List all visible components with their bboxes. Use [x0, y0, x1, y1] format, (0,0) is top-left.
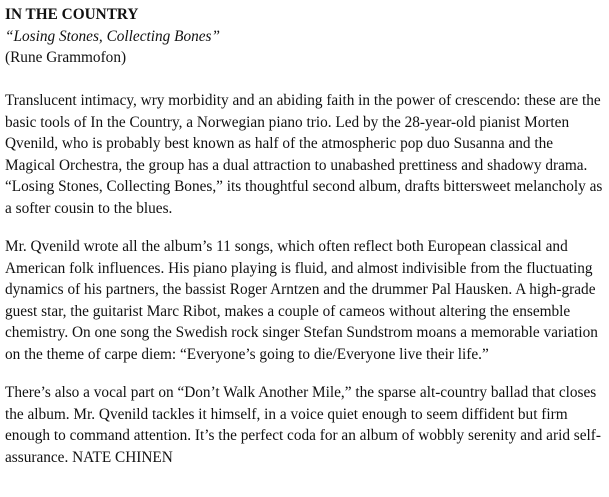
review-paragraph-3: There’s also a vocal part on “Don’t Walk Another Mile,” the sparse alt-country ballad that closes the album. Mr. Qvenild tackles it himself, in a voice quiet enough to seem diffident but firm enough to command attention. It’s the perfect coda for an album of wobbly serenity and arid self-assurance. NATE CHINEN	[5, 384, 601, 466]
album-title: “Losing Stones, Collecting Bones”	[5, 27, 221, 45]
review-paragraph-1: Translucent intimacy, wry morbidity and an abiding faith in the power of crescendo: these are the basic tools of In the Country, a Norwegian piano trio. Led by the 28-year-old pianist Morten Qvenild, who is probably best known as half of the atmospheric pop duo Susanna and the Magical Orchestra, the group has a dual attraction to unabashed prettiness and shadowy drama. “Losing Stones, Collecting Bones,” its thoughtful second album, drafts bittersweet melancholy as a softer cousin to the blues.	[5, 92, 603, 217]
review-paragraph-2: Mr. Qvenild wrote all the album’s 11 songs, which often reflect both European classical and American folk influences. His piano playing is fluid, and almost indivisible from the fluctuating dynamics of his partners, the bassist Roger Arntzen and the drummer Pal Hausken. A high-grade guest star, the guitarist Marc Ribot, makes a couple of cameos without altering the ensemble chemistry. On one song the Swedish rock singer Stefan Sundstrom moans a memorable variation on the theme of carpe diem: “Everyone’s going to die/Everyone live their life.”	[5, 238, 598, 363]
band-name: IN THE COUNTRY	[5, 6, 139, 23]
album-review	[5, 4, 605, 468]
record-label: (Rune Grammofon)	[5, 49, 127, 66]
